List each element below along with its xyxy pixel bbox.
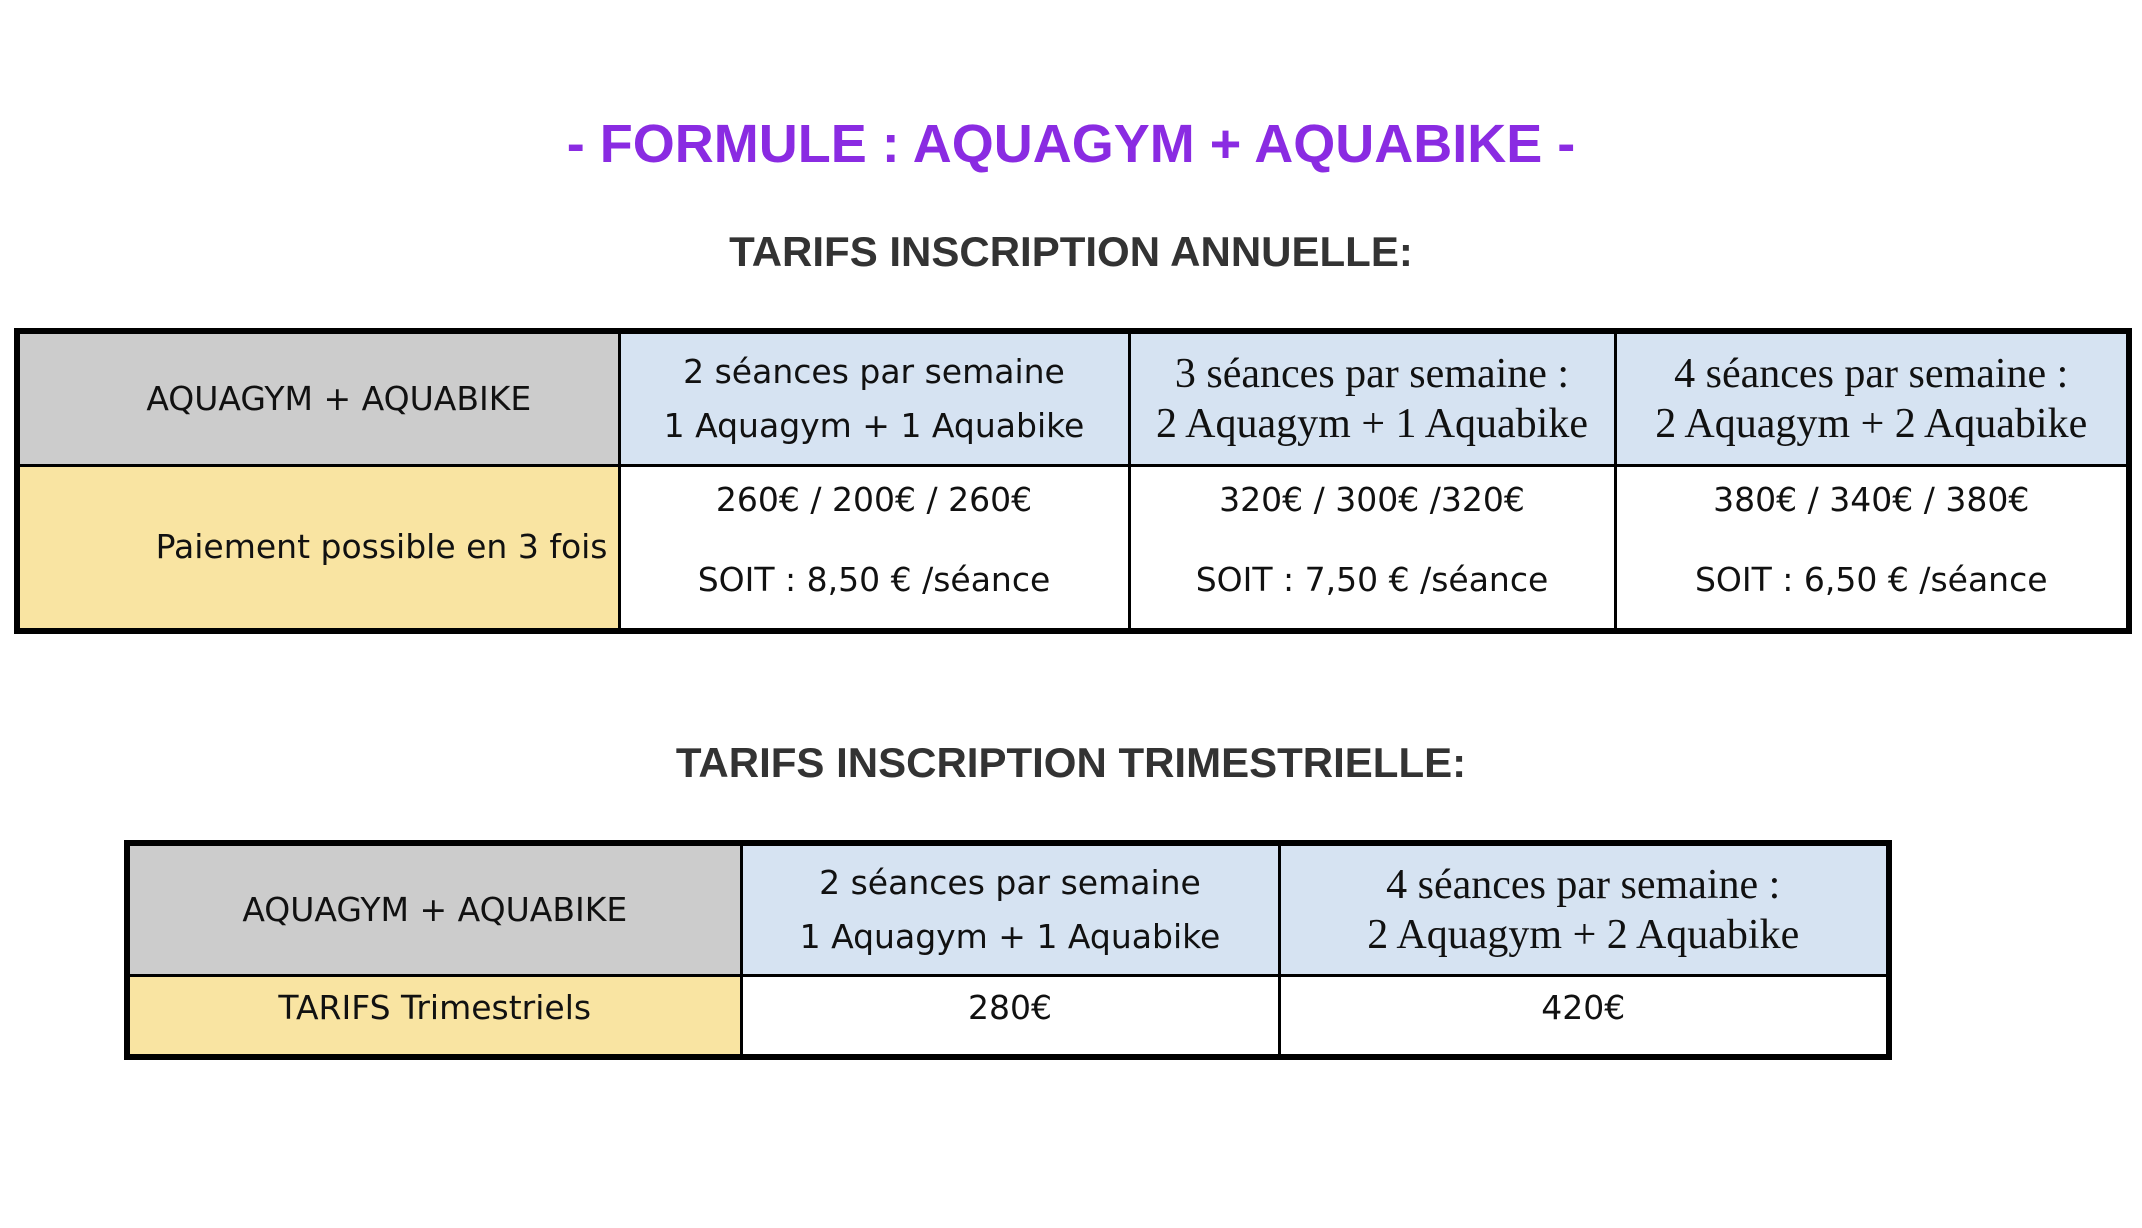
quarterly-option-2-line2: 2 Aquagym + 2 Aquabike [1367,911,1800,958]
annual-header-row [17,331,2129,465]
annual-option-2-line1: 3 séances par semaine : [1174,350,1570,397]
quarterly-header-row [127,843,1889,975]
quarterly-option-2-sessions [741,843,1279,975]
quarterly-row-label-cell [127,843,741,975]
quarterly-price-row [127,975,1889,1057]
quarterly-price-cell-1 [741,975,1279,1057]
annual-per-session-3: SOIT : 6,50 € /séance [1694,559,2048,599]
annual-option-3-line2: 2 Aquagym + 2 Aquabike [1655,400,2088,447]
annual-per-session-1: SOIT : 8,50 € /séance [697,559,1051,599]
quarterly-heading: TARIFS INSCRIPTION TRIMESTRIELLE: [675,739,1467,786]
annual-price-row [17,465,2129,631]
annual-option-3-sessions [1129,331,1615,465]
quarterly-price-cell-2 [1279,975,1889,1057]
quarterly-option-2-line1: 4 séances par semaine : [1386,861,1781,908]
quarterly-option-1-line2: 1 Aquagym + 1 Aquabike [799,916,1221,956]
annual-row-label-cell [17,331,619,465]
annual-option-3-line1: 4 séances par semaine : [1674,350,2069,397]
quarterly-price-label: TARIFS Trimestriels [278,987,592,1027]
quarterly-price-2: 420€ [1541,987,1626,1027]
annual-price-cell-3 [1615,465,2129,631]
annual-payment-label: Paiement possible en 3 fois [155,527,608,567]
annual-option-4-sessions [1615,331,2129,465]
quarterly-pricing-table [124,840,1892,1060]
annual-option-2-sessions [619,331,1129,465]
annual-per-session-2: SOIT : 7,50 € /séance [1195,559,1549,599]
annual-heading: TARIFS INSCRIPTION ANNUELLE: [729,228,1413,275]
annual-price-2: 320€ / 300€ /320€ [1219,479,1525,519]
quarterly-option-4-sessions [1279,843,1889,975]
annual-row-label: AQUAGYM + AQUABIKE [146,378,532,418]
annual-price-cell-2 [1129,465,1615,631]
annual-option-1-line2: 1 Aquagym + 1 Aquabike [663,405,1085,445]
annual-option-1-line1: 2 séances par semaine [683,351,1065,391]
quarterly-price-1: 280€ [968,987,1052,1027]
annual-pricing-table [14,328,2132,634]
quarterly-price-label-cell [127,975,741,1057]
annual-price-cell-1 [619,465,1129,631]
annual-payment-label-cell [17,465,619,631]
annual-option-2-line2: 2 Aquagym + 1 Aquabike [1156,400,1588,447]
page-title: - FORMULE : AQUAGYM + AQUABIKE - [566,114,1576,174]
annual-price-3: 380€ / 340€ / 380€ [1713,479,2030,519]
annual-price-1: 260€ / 200€ / 260€ [715,479,1033,519]
quarterly-option-1-line1: 2 séances par semaine [819,862,1201,902]
quarterly-row-label: AQUAGYM + AQUABIKE [242,889,628,929]
